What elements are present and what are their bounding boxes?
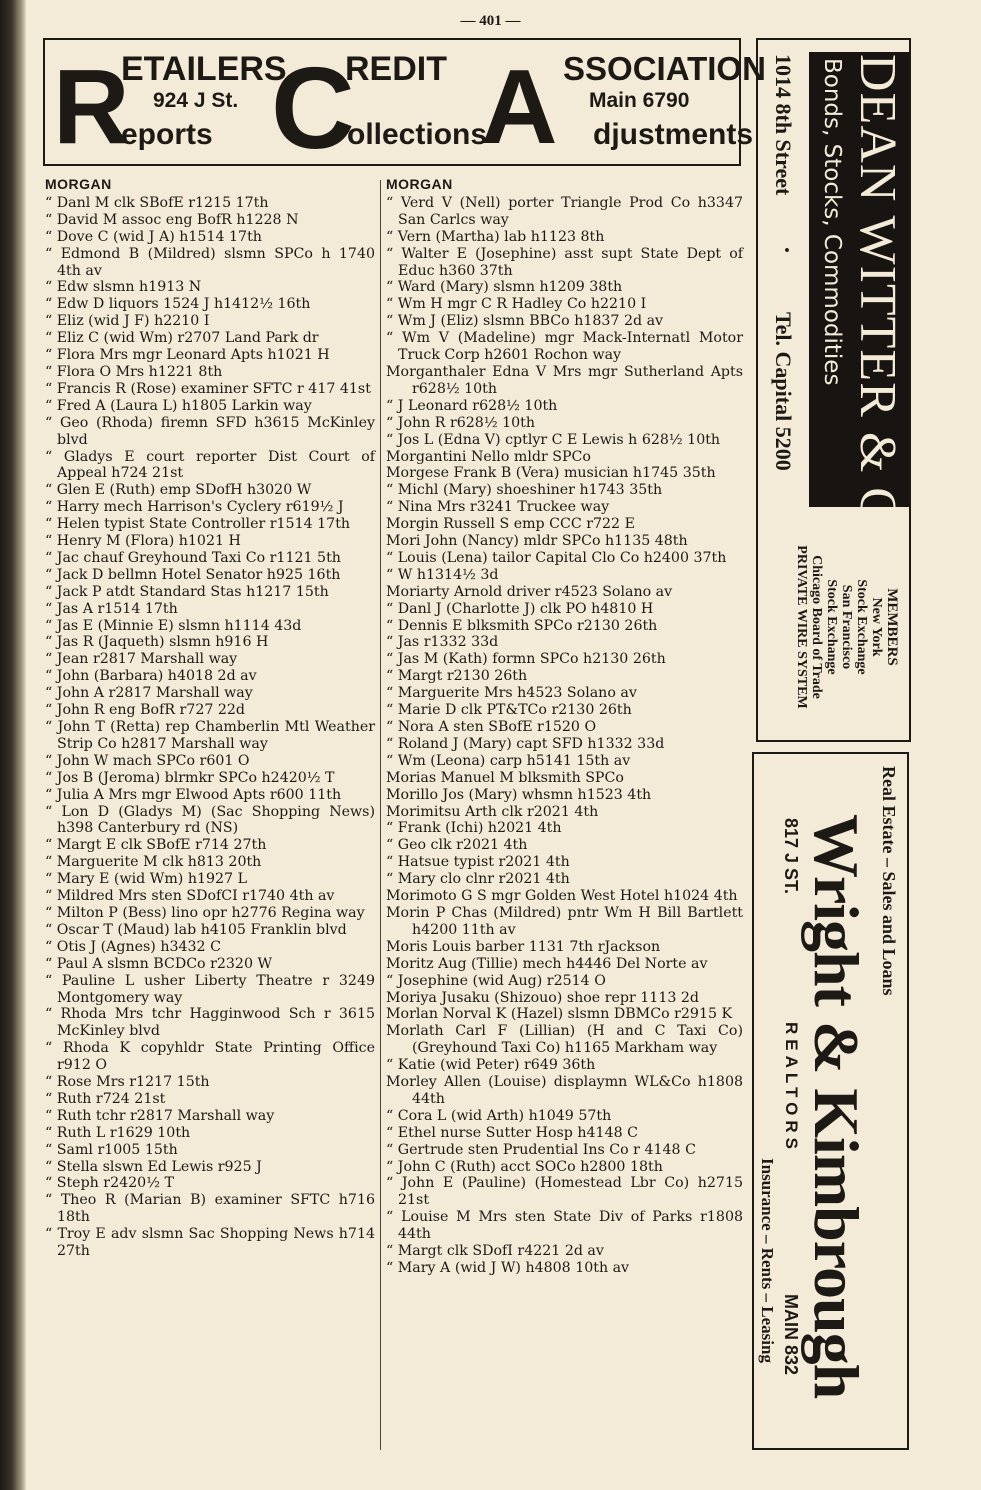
dean-witter-members — [794, 522, 899, 732]
directory-entry: “ John A r2817 Marshall way — [45, 685, 375, 702]
directory-entry: “ Wm J (Eliz) slsmn BBCo h1837 2d av — [386, 313, 743, 330]
directory-entry: “ Glen E (Ruth) emp SDofH h3020 W — [45, 482, 375, 499]
directory-entry: “ Marguerite Mrs h4523 Solano av — [386, 685, 743, 702]
retailers-credit-banner — [43, 38, 766, 173]
entry-list — [386, 195, 743, 1277]
directory-entry: “ Wm (Leona) carp h5141 15th av — [386, 753, 743, 770]
directory-entry: “ Jas R (Jaqueth) slsmn h916 H — [45, 634, 375, 651]
directory-entry: “ Louis (Lena) tailor Capital Clo Co h2400 37th — [386, 550, 743, 567]
directory-entry: “ Jack P atdt Standard Stas h1217 15th — [45, 584, 375, 601]
members-line: PRIVATE WIRE SYSTEM — [794, 545, 809, 709]
directory-entry: “ Edw D liquors 1524 J h1412½ 16th — [45, 296, 375, 313]
banner-eports: eports — [121, 118, 213, 151]
directory-entry: “ Pauline L usher Liberty Theatre r 3249 Montgomery way — [45, 973, 375, 1007]
directory-entry: “ Helen typist State Controller r1514 17th — [45, 516, 375, 533]
directory-entry: “ Jos L (Edna V) cptlyr C E Lewis h 628½ 10th — [386, 432, 743, 449]
directory-entry: “ Ethel nurse Sutter Hosp h4148 C — [386, 1125, 743, 1142]
directory-entry: “ J Leonard r628½ 10th — [386, 398, 743, 415]
directory-entry: “ Edw slsmn h1913 N — [45, 279, 375, 296]
directory-entry: “ John R r628½ 10th — [386, 415, 743, 432]
directory-entry: Moris Louis barber 1131 7th rJackson — [386, 938, 661, 955]
directory-entry: “ Hatsue typist r2021 4th — [386, 854, 743, 871]
directory-entry: “ Cora L (wid Arth) h1049 57th — [386, 1108, 743, 1125]
directory-entry: “ Dennis E blksmith SPCo r2130 26th — [386, 618, 743, 635]
directory-entry: “ Flora O Mrs h1221 8th — [45, 364, 375, 381]
column-heading: MORGAN — [386, 176, 453, 192]
directory-entry: “ Margt r2130 26th — [386, 668, 743, 685]
directory-entry: “ Jas E (Minnie E) slsmn h1114 43d — [45, 618, 375, 635]
column-divider — [380, 180, 381, 1450]
page-number: — 401 — — [460, 13, 521, 29]
directory-entry: Moritz Aug (Tillie) mech h4446 Del Norte av — [386, 955, 708, 972]
directory-entry: “ Margt E clk SBofE r714 27th — [45, 837, 375, 854]
members-title: MEMBERS — [884, 588, 900, 666]
directory-entry: “ Ward (Mary) slsmn h1209 38th — [386, 279, 743, 296]
directory-entry: Morgese Frank B (Vera) musician h1745 35th — [386, 465, 716, 482]
directory-entry: Morlan Norval K (Hazel) slsmn DBMCo r2915 K — [386, 1006, 733, 1023]
directory-entry: “ Louise M Mrs sten State Div of Parks r1808 44th — [386, 1209, 743, 1243]
dean-witter-phone: Tel. Capital 5200 — [771, 312, 796, 471]
banner-djustments: djustments — [593, 118, 754, 151]
directory-entry: “ Walter E (Josephine) asst supt State Dept of Educ h360 37th — [386, 246, 743, 280]
directory-entry: “ Michl (Mary) shoeshiner h1743 35th — [386, 482, 743, 499]
directory-entry: “ Danl J (Charlotte J) clk PO h4810 H — [386, 601, 743, 618]
directory-entry: “ Saml r1005 15th — [45, 1142, 375, 1159]
directory-entry: “ John W mach SPCo r601 O — [45, 753, 375, 770]
banner-letter-r: R — [53, 48, 130, 166]
directory-entry: “ Marguerite M clk h813 20th — [45, 854, 375, 871]
banner-ollections: ollections — [347, 118, 488, 151]
directory-entry: Morgin Russell S emp CCC r722 E — [386, 516, 635, 533]
directory-entry: “ Jac chauf Greyhound Taxi Co r1121 5th — [45, 550, 375, 567]
directory-entry: “ Wm H mgr C R Hadley Co h2210 I — [386, 296, 743, 313]
directory-entry: “ John C (Ruth) acct SOCo h2800 18th — [386, 1159, 743, 1176]
directory-entry: “ Margt clk SDofI r4221 2d av — [386, 1243, 743, 1260]
directory-entry: Morley Allen (Louise) displaymn WL&Co h1808 44th — [386, 1074, 743, 1107]
directory-entry: “ Frank (Ichi) h2021 4th — [386, 820, 743, 837]
directory-entry: “ John T (Retta) rep Chamberlin Mtl Weather Strip Co h2817 Marshall way — [45, 719, 375, 753]
wk-realtors: REALTORS — [782, 1022, 801, 1154]
directory-entry: “ John R eng BofR r727 22d — [45, 702, 375, 719]
members-line: San Francisco — [839, 584, 854, 670]
directory-entry: “ Francis R (Rose) examiner SFTC r 417 41st — [45, 381, 375, 398]
directory-entry: “ John (Barbara) h4018 2d av — [45, 668, 375, 685]
directory-entry: “ Paul A slsmn BCDCo r2320 W — [45, 956, 375, 973]
members-line: Chicago Board of Trade — [809, 555, 824, 699]
members-line: Stock Exchange — [824, 579, 839, 675]
banner-letter-a: A — [481, 48, 558, 166]
dean-witter-dot: · — [773, 246, 799, 255]
wk-address: 817 J ST. — [781, 818, 801, 895]
directory-entry: “ Jack D bellmn Hotel Senator h925 16th — [45, 567, 375, 584]
directory-entry: “ Flora Mrs mgr Leonard Apts h1021 H — [45, 347, 375, 364]
directory-entry: “ Edmond B (Mildred) slsmn SPCo h 1740 4th av — [45, 246, 375, 280]
directory-entry: “ Eliz C (wid Wm) r2707 Land Park dr — [45, 330, 375, 347]
wk-name: Wright & Kimbrough — [801, 814, 872, 1399]
directory-entry: “ Rhoda Mrs tchr Hagginwood Sch r 3615 McKinley blvd — [45, 1006, 375, 1040]
directory-entry: “ Rhoda K copyhldr State Printing Office r912 O — [45, 1040, 375, 1074]
directory-entry: “ Fred A (Laura L) h1805 Larkin way — [45, 398, 375, 415]
banner-ssociation: SSOCIATION — [563, 50, 766, 87]
directory-entry: “ Vern (Martha) lab h1123 8th — [386, 229, 743, 246]
dean-witter-name: DEAN WITTER & CO. — [849, 54, 906, 576]
directory-entry: “ Steph r2420½ T — [45, 1175, 375, 1192]
directory-entry: “ Lon D (Gladys M) (Sac Shopping News) h398 Canterbury rd (NS) — [45, 804, 375, 838]
directory-entry: “ Jos B (Jeroma) blrmkr SPCo h2420½ T — [45, 770, 375, 787]
directory-entry: “ Geo clk r2021 4th — [386, 837, 743, 854]
directory-entry: “ Otis J (Agnes) h3432 C — [45, 939, 375, 956]
directory-entry: “ Nora A sten SBofE r1520 O — [386, 719, 743, 736]
directory-entry: “ W h1314½ 3d — [386, 567, 743, 584]
directory-entry: Morlath Carl F (Lillian) (H and C Taxi Co) (Greyhound Taxi Co) h1165 Markham way — [386, 1023, 743, 1057]
directory-entry: “ Roland J (Mary) capt SFD h1332 33d — [386, 736, 743, 753]
directory-entry: Mori John (Nancy) mldr SPCo h1135 48th — [386, 533, 688, 550]
directory-entry: “ Julia A Mrs mgr Elwood Apts r600 11th — [45, 787, 375, 804]
banner-phone: Main 6790 — [589, 89, 690, 112]
book-gutter — [0, 0, 26, 1490]
directory-entry: “ Rose Mrs r1217 15th — [45, 1074, 375, 1091]
directory-entry: “ Eliz (wid J F) h2210 I — [45, 313, 375, 330]
directory-entry: Morimitsu Arth clk r2021 4th — [386, 803, 599, 820]
directory-entry: Morin P Chas (Mildred) pntr Wm H Bill Bartlett h4200 11th av — [386, 904, 743, 938]
directory-entry: “ Henry M (Flora) h1021 H — [45, 533, 375, 550]
dean-witter-tagline: Bonds, Stocks, Commodities — [819, 58, 845, 386]
dean-witter-address: 1014 8th Street — [771, 54, 796, 196]
directory-entry: “ Gertrude sten Prudential Ins Co r 4148 C — [386, 1142, 743, 1159]
column-heading: MORGAN — [45, 176, 112, 192]
directory-entry: “ David M assoc eng BofR h1228 N — [45, 212, 375, 229]
directory-entry: “ Geo (Rhoda) firemn SFD h3615 McKinley blvd — [45, 415, 375, 449]
wright-kimbrough-ad — [752, 752, 909, 1450]
directory-entry: “ Nina Mrs r3241 Truckee way — [386, 499, 743, 516]
directory-entry: “ Jas M (Kath) formn SPCo h2130 26th — [386, 651, 743, 668]
directory-entry: “ Wm V (Madeline) mgr Mack-Internatl Motor Truck Corp h2601 Rochon way — [386, 330, 743, 364]
directory-column-right — [386, 176, 743, 1277]
wk-bottom-line: Insurance – Rents – Leasing — [758, 1158, 777, 1363]
directory-entry: “ Mary E (wid Wm) h1927 L — [45, 871, 375, 888]
members-line: New York — [869, 597, 884, 657]
directory-entry: “ Ruth r724 21st — [45, 1091, 375, 1108]
directory-entry: “ Verd V (Nell) porter Triangle Prod Co h3347 San Carlcs way — [386, 195, 743, 229]
entry-list — [45, 195, 375, 1260]
directory-entry: “ Marie D clk PT&TCo r2130 26th — [386, 702, 743, 719]
directory-entry: “ Mary A (wid J W) h4808 10th av — [386, 1260, 743, 1277]
directory-entry: Moriya Jusaku (Shizouo) shoe repr 1113 2d — [386, 989, 699, 1006]
banner-etailers: ETAILERS — [121, 50, 287, 88]
directory-entry: “ Jas r1332 33d — [386, 634, 743, 651]
directory-entry: “ Katie (wid Peter) r649 36th — [386, 1057, 743, 1074]
directory-entry: “ Jean r2817 Marshall way — [45, 651, 375, 668]
banner-address: 924 J St. — [153, 89, 239, 112]
directory-entry: “ Harry mech Harrison's Cyclery r619½ J — [45, 499, 375, 516]
directory-entry: “ Milton P (Bess) lino opr h2776 Regina way — [45, 905, 375, 922]
directory-entry: “ Troy E adv slsmn Sac Shopping News h714 27th — [45, 1226, 375, 1260]
directory-entry: Morillo Jos (Mary) whsmn h1523 4th — [386, 786, 652, 803]
directory-entry: Morganthaler Edna V Mrs mgr Sutherland Apts r628½ 10th — [386, 363, 743, 397]
directory-entry: “ John E (Pauline) (Homestead Lbr Co) h2715 21st — [386, 1175, 743, 1209]
directory-entry: “ Gladys E court reporter Dist Court of Appeal h724 21st — [45, 449, 375, 483]
directory-entry: “ Mary clo clnr r2021 4th — [386, 871, 743, 888]
directory-column-left — [45, 176, 375, 1260]
directory-entry: Morimoto G S mgr Golden West Hotel h1024 4th — [386, 888, 738, 905]
directory-entry: Morgantini Nello mldr SPCo — [386, 448, 591, 465]
wk-phone: MAIN 832 — [781, 1294, 801, 1376]
dean-witter-ad — [756, 38, 911, 742]
directory-entry: “ Danl M clk SBofE r1215 17th — [45, 195, 375, 212]
directory-entry: “ Ruth L r1629 10th — [45, 1125, 375, 1142]
banner-letter-c: C — [271, 43, 355, 173]
wk-top-line: Real Estate – Sales and Loans — [879, 766, 899, 996]
directory-entry: “ Ruth tchr r2817 Marshall way — [45, 1108, 375, 1125]
members-line: Stock Exchange — [854, 579, 869, 675]
directory-entry: “ Theo R (Marian B) examiner SFTC h716 18th — [45, 1192, 375, 1226]
directory-entry: “ Stella slswn Ed Lewis r925 J — [45, 1159, 375, 1176]
directory-entry: “ Dove C (wid J A) h1514 17th — [45, 229, 375, 246]
directory-entry: “ Jas A r1514 17th — [45, 601, 375, 618]
directory-entry: Morias Manuel M blksmith SPCo — [386, 769, 624, 786]
directory-entry: “ Mildred Mrs sten SDofCI r1740 4th av — [45, 888, 375, 905]
directory-entry: Moriarty Arnold driver r4523 Solano av — [386, 583, 673, 600]
banner-redit: REDIT — [345, 50, 447, 88]
directory-entry: “ Oscar T (Maud) lab h4105 Franklin blvd — [45, 922, 375, 939]
directory-entry: “ Josephine (wid Aug) r2514 O — [386, 973, 743, 990]
